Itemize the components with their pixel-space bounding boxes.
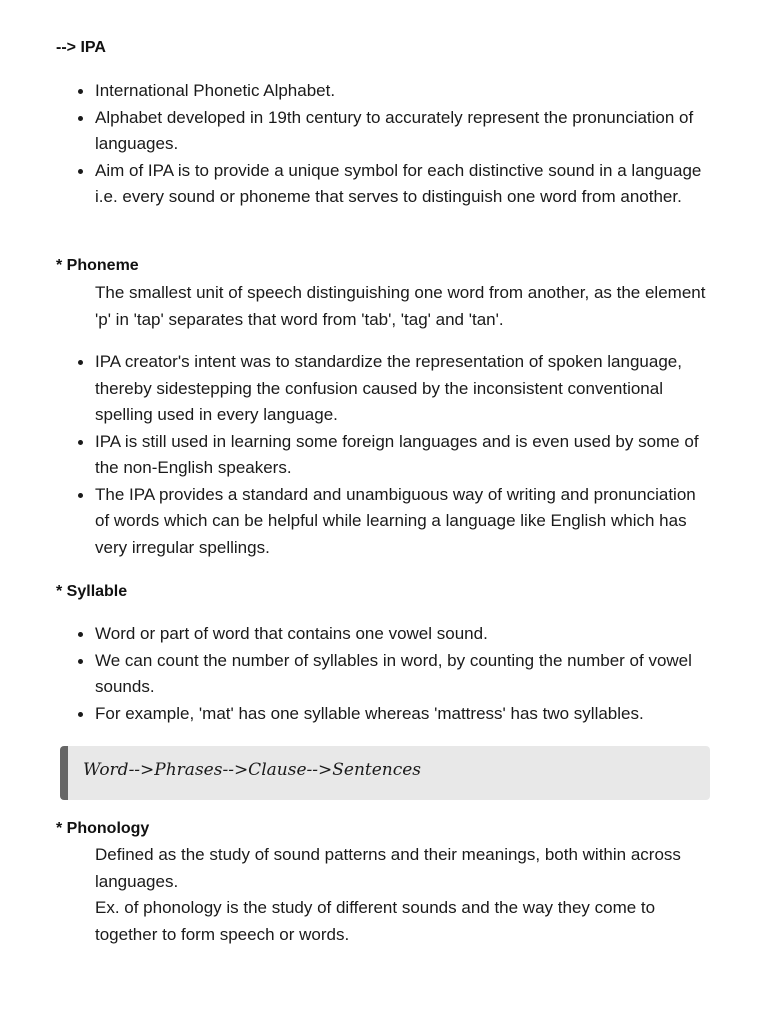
list-item: The IPA provides a standard and unambiguous way of writing and pronunciation of words which can be helpful while learning a language like English which has very irregular spellings.: [95, 482, 705, 562]
list-item: IPA creator's intent was to standardize the representation of spoken language, thereby sidestepping the confusion caused by the inconsistent conventional spelling used in every language.: [95, 349, 705, 429]
list-item: Aim of IPA is to provide a unique symbol for each distinctive sound in a language i.e. every sound or phoneme that serves to distinguish one word from another.: [95, 158, 705, 211]
ipa-heading: --> IPA: [56, 39, 106, 56]
blockquote: [60, 746, 710, 800]
list-item: Word or part of word that contains one vowel sound.: [95, 621, 705, 648]
phoneme-list: [95, 349, 705, 561]
phonology-example: Ex. of phonology is the study of different sounds and the way they come to together to form speech or words.: [95, 898, 656, 944]
phoneme-definition: The smallest unit of speech distinguishing one word from another, as the element 'p' in 'tap' separates that word from 'tab', 'tag' and 'tan'.: [95, 283, 706, 329]
list-item: Alphabet developed in 19th century to accurately represent the pronunciation of languages.: [95, 105, 705, 158]
list-item: We can count the number of syllables in word, by counting the number of vowel sounds.: [95, 648, 705, 701]
list-item: International Phonetic Alphabet.: [95, 78, 705, 105]
syllable-list: [95, 621, 705, 727]
phonology-definition: Defined as the study of sound patterns and their meanings, both within across languages.: [95, 845, 681, 891]
phonology-heading: * Phonology: [56, 820, 150, 837]
list-item: IPA is still used in learning some foreign languages and is even used by some of the non-English speakers.: [95, 429, 705, 482]
list-item: For example, 'mat' has one syllable whereas 'mattress' has two syllables.: [95, 701, 705, 728]
ipa-list: [95, 78, 705, 211]
syllable-heading: * Syllable: [56, 583, 128, 600]
phoneme-heading: * Phoneme: [56, 257, 139, 274]
blockquote-text: Word-->Phrases-->Clause-->Sentences: [83, 760, 422, 780]
